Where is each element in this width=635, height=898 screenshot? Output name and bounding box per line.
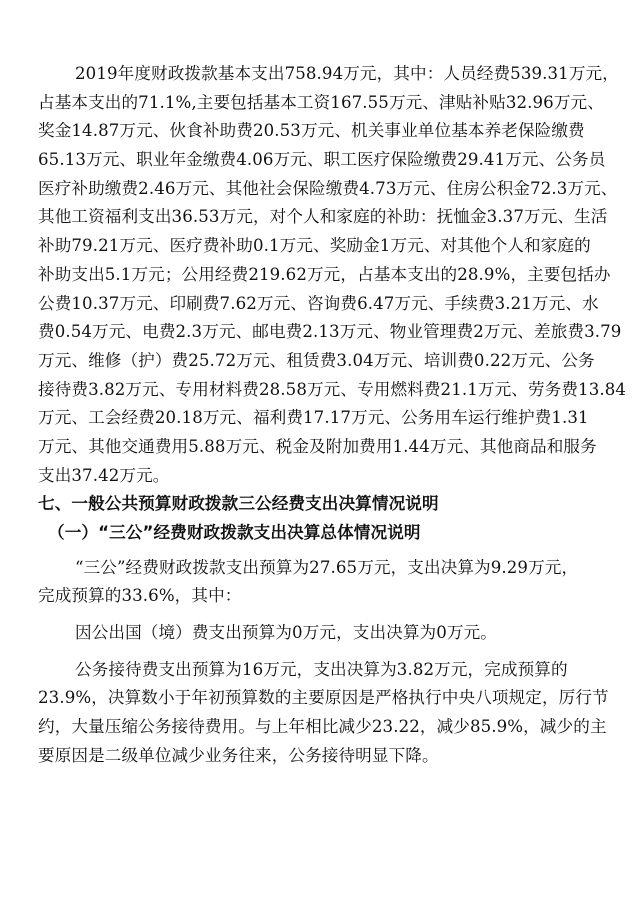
text-line: 支出37.42万元。 xyxy=(38,465,170,485)
text-line: 万元、工会经费20.18万元、福利费17.17万元、公务用车运行维护费1.31 xyxy=(38,408,589,428)
text-line: “三公”经费财政拨款支出预算为27.65万元，支出决算为9.29万元， xyxy=(75,557,579,577)
text-line: 费0.54万元、电费2.3万元、邮电费2.13万元、物业管理费2万元、差旅费3.79 xyxy=(38,322,622,342)
text-line: 2019年度财政拨款基本支出758.94万元，其中：人员经费539.31万元， xyxy=(75,64,619,83)
section-heading: 七、一般公共预算财政拨款三公经费支出决算情况说明 xyxy=(38,494,439,514)
paragraph-basic-expenditure xyxy=(38,60,627,490)
text-line: 65.13万元、职业年金缴费4.06万元、职工医疗保险缴费29.41万元、公务员 xyxy=(38,150,606,170)
text-line: 公务接待费支出预算为16万元，支出决算为3.82万元，完成预算的 xyxy=(75,659,568,679)
text-line: 万元、维修（护）费25.72万元、租赁费3.04万元、培训费0.22万元、公务 xyxy=(38,350,595,370)
text-line: 因公出国（境）费支出预算为0万元，支出决算为0万元。 xyxy=(75,623,497,643)
text-line: 23.9%，决算数小于年初预算数的主要原因是严格执行中央八项规定，厉行节 xyxy=(38,688,609,708)
text-line: 医疗补助缴费2.46万元、其他社会保险缴费4.73万元、住房公积金72.3万元、 xyxy=(38,178,618,198)
text-line: 万元、其他交通费用5.88万元、税金及附加费用1.44万元、其他商品和服务 xyxy=(38,436,597,456)
subsection-heading: （一）“三公”经费财政拨款支出决算总体情况说明 xyxy=(48,523,421,542)
spacer xyxy=(38,648,601,656)
text-line: 约，大量压缩公务接待费用。与上年相比减少23.22，减少85.9%，减少的主 xyxy=(38,717,607,737)
paragraph-three-public-budget xyxy=(38,554,601,611)
paragraph-official-reception xyxy=(38,656,609,771)
text-line: 接待费3.82万元、专用材料费28.58万元、专用燃料费21.1万元、劳务费13.84 xyxy=(38,379,627,399)
text-line: 公费10.37万元、印刷费7.62万元、咨询费6.47万元、手续费3.21万元、水 xyxy=(38,293,599,313)
paragraph-overseas-travel xyxy=(38,619,601,648)
text-line: 其他工资福利支出36.53万元，对个人和家庭的补助：抚恤金3.37万元、生活 xyxy=(38,207,608,227)
spacer xyxy=(38,611,601,619)
text-line: 补助79.21万元、医疗费补助0.1万元、奖励金1万元、对其他个人和家庭的 xyxy=(38,236,591,256)
text-line: 奖金14.87万元、伙食补助费20.53万元、机关事业单位基本养老保险缴费 xyxy=(38,121,585,141)
text-line: 占基本支出的71.1%,主要包括基本工资167.55万元、津贴补贴32.96万元、 xyxy=(38,92,604,112)
text-line: 补助支出5.1万元；公用经费219.62万元，占基本支出的28.9%，主要包括办 xyxy=(38,264,611,284)
text-line: 要原因是二级单位减少业务往来，公务接待明显下降。 xyxy=(38,745,439,765)
text-line: 完成预算的33.6%，其中： xyxy=(38,586,242,606)
